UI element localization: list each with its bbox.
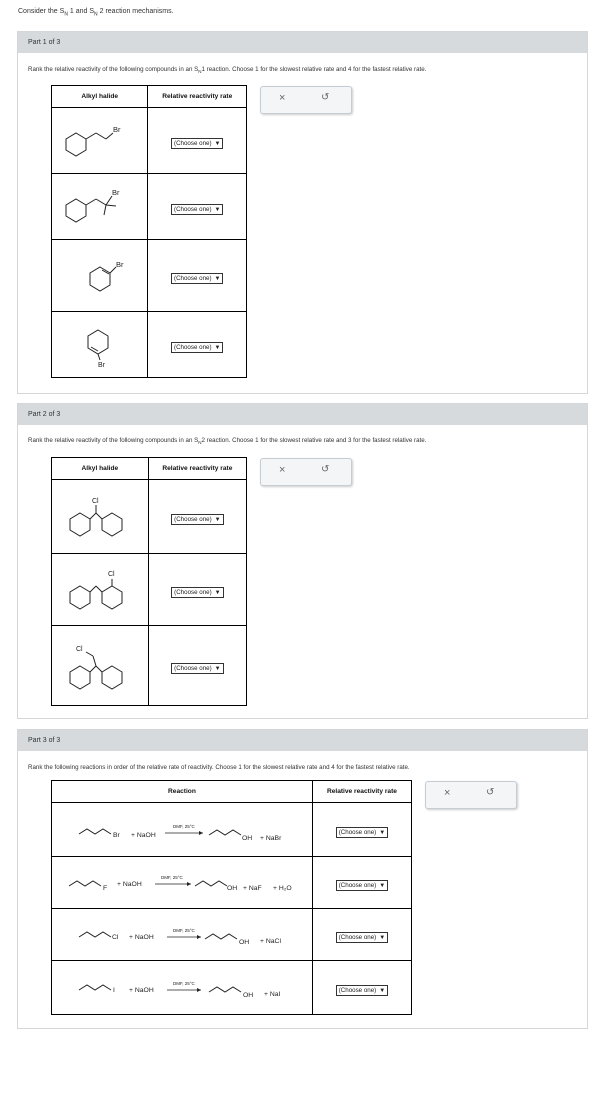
reactivity-select-3[interactable] [171,273,223,284]
reactivity-select-2[interactable] [171,587,223,598]
intro-sub: N [94,11,98,18]
reaction-cell-2 [52,857,313,909]
instruction-sub: N [198,440,202,446]
select-text: (Choose one) [174,343,212,351]
select-text: (Choose one) [338,933,377,941]
answer-controls [260,458,352,486]
select-text: (Choose one) [174,139,212,147]
answer-controls [260,86,352,114]
reactivity-select-1[interactable] [171,514,223,525]
dropdown-arrow-icon: ▼ [379,934,386,941]
part-1-panel [17,31,588,394]
reagent-label: + NaOH [128,933,154,941]
column-header-reactivity: Relative reactivity rate [148,458,246,480]
column-header-reactivity: Relative reactivity rate [312,781,411,803]
dropdown-arrow-icon: ▼ [214,516,221,523]
halogen-label: Cl [75,645,83,653]
reactivity-cell [148,312,247,378]
hydroxyl-label: OH [242,991,254,999]
halogen-label: Br [111,187,120,197]
part-2-title: Part 2 of 3 [18,404,587,425]
dropdown-arrow-icon: ▼ [379,882,386,889]
clear-icon[interactable]: × [279,464,286,476]
alkyl-halide-structure-3 [52,626,149,706]
part-3-title: Part 3 of 3 [18,730,587,751]
intro-text: 2 reaction mechanisms. [99,8,174,15]
byproduct-label: + NaBr [259,834,282,842]
reactivity-cell [312,909,411,961]
dropdown-arrow-icon: ▼ [214,344,221,351]
part-1-instructions [28,66,426,74]
instruction-sub: N [198,69,202,75]
question-intro [18,8,174,17]
alkyl-halide-structure-1 [52,108,148,174]
intro-text: Consider the S [18,8,65,15]
reaction-cell-4 [52,961,313,1015]
reactivity-select-4[interactable] [336,985,388,996]
halogen-label: Cl [91,497,99,505]
reactivity-select-3[interactable] [336,932,388,943]
condition-label: DMF, 25°C [160,874,183,880]
reactivity-cell [312,961,411,1015]
condition-label: DMF, 25°C [172,980,195,986]
part-3-table [51,780,412,1015]
column-header-alkyl-halide: Alkyl halide [52,458,149,480]
condition-label: DMF, 25°C [172,927,195,933]
alkyl-halide-structure-1 [52,480,149,554]
halogen-label: F [102,884,108,892]
column-header-alkyl-halide: Alkyl halide [52,86,148,108]
alkyl-halide-structure-2 [52,554,149,626]
column-header-reaction: Reaction [52,781,313,803]
reactivity-select-2[interactable] [171,204,223,215]
halogen-label: Cl [111,933,119,941]
reagent-label: + NaOH [130,831,156,839]
byproduct-label: + NaF [242,884,262,892]
reactivity-cell [148,480,246,554]
reactivity-cell [148,626,246,706]
byproduct-label: + NaI [263,990,281,998]
halogen-label: I [112,986,115,994]
select-text: (Choose one) [174,205,212,213]
alkyl-halide-structure-4 [52,312,148,378]
part-1-table [51,85,247,378]
reactivity-cell [312,857,411,909]
select-text: (Choose one) [174,588,212,596]
dropdown-arrow-icon: ▼ [214,275,221,282]
part-3-panel [17,729,588,1029]
hydroxyl-label: OH [226,884,238,892]
reagent-label: + NaOH [128,986,154,994]
reaction-cell-3 [52,909,313,961]
reactivity-select-1[interactable] [336,827,388,838]
clear-icon[interactable]: × [444,787,451,799]
dropdown-arrow-icon: ▼ [214,206,221,213]
undo-icon[interactable]: ↺ [321,464,330,475]
reactivity-cell [148,108,247,174]
column-header-reactivity: Relative reactivity rate [148,86,247,108]
reactivity-cell [312,803,411,857]
part-2-panel [17,403,588,719]
undo-icon[interactable]: ↺ [486,787,495,798]
dropdown-arrow-icon: ▼ [379,987,386,994]
answer-controls [425,781,517,809]
reaction-cell-1 [52,803,313,857]
halogen-label: Br [112,124,121,134]
intro-text: 1 and S [69,8,95,15]
condition-label: DMF, 25°C [172,823,195,829]
reactivity-cell [148,174,247,240]
reactivity-select-1[interactable] [171,138,223,149]
part-1-title: Part 1 of 3 [18,32,587,53]
reagent-label: + NaOH [116,880,142,888]
water-label: + H₂O [272,884,292,892]
alkyl-halide-structure-2 [52,174,148,240]
clear-icon[interactable]: × [279,92,286,104]
halogen-label: Cl [107,570,115,578]
byproduct-label: + NaCl [259,937,281,945]
halogen-label: Br [115,259,124,269]
instruction-text: Rank the relative reactivity of the following compounds in an S [28,66,199,73]
halogen-label: Br [97,361,105,369]
dropdown-arrow-icon: ▼ [214,589,221,596]
dropdown-arrow-icon: ▼ [214,665,221,672]
part-2-instructions [28,437,426,445]
halogen-label: Br [112,831,120,839]
instruction-text: 2 reaction. Choose 1 for the slowest relative rate and 3 for the fastest relative rate. [201,437,427,444]
reactivity-select-4[interactable] [171,342,223,353]
hydroxyl-label: OH [241,834,253,842]
hydroxyl-label: OH [238,938,250,946]
reactivity-cell [148,240,247,312]
undo-icon[interactable]: ↺ [321,92,330,103]
reactivity-select-2[interactable] [336,880,388,891]
select-text: (Choose one) [338,881,377,889]
part-3-instructions: Rank the following reactions in order of the relative rate of reactivity. Choose 1 for the slowest relative rate and 4 for the fastest relative rate. [28,764,410,771]
instruction-text: Rank the relative reactivity of the following compounds in an S [28,437,199,444]
dropdown-arrow-icon: ▼ [214,140,221,147]
select-text: (Choose one) [338,986,377,994]
dropdown-arrow-icon: ▼ [379,829,386,836]
select-text: (Choose one) [174,664,212,672]
part-2-table [51,457,247,706]
reactivity-cell [148,554,246,626]
instruction-text: 1 reaction. Choose 1 for the slowest relative rate and 4 for the fastest relative rate. [201,66,427,73]
select-text: (Choose one) [174,515,212,523]
select-text: (Choose one) [338,828,377,836]
reactivity-select-3[interactable] [171,663,223,674]
intro-sub: N [64,11,68,18]
alkyl-halide-structure-3 [52,240,148,312]
select-text: (Choose one) [174,274,212,282]
